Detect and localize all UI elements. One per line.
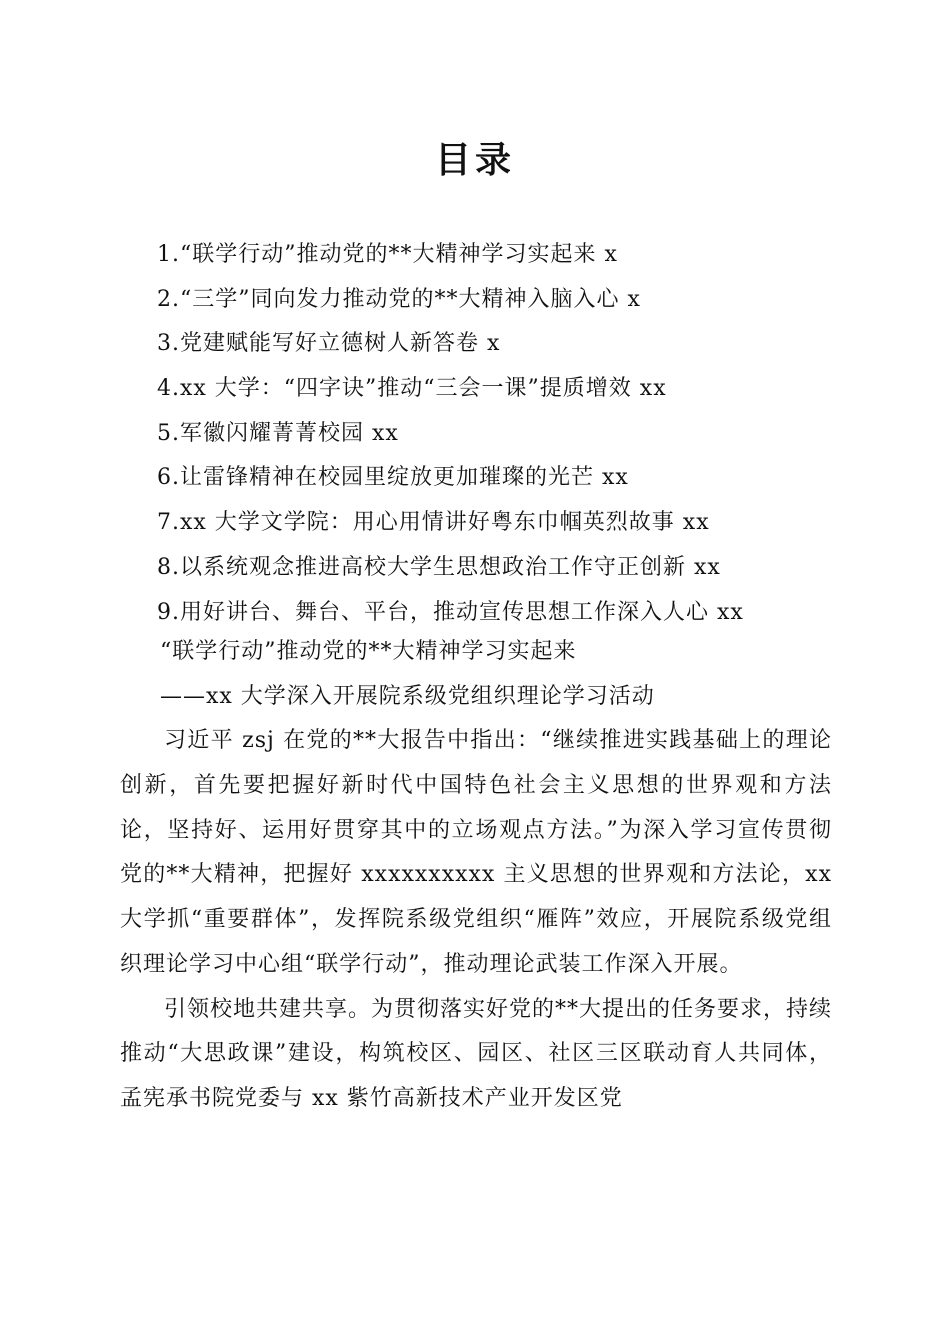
article-title: “联学行动”推动党的**大精神学习实起来	[160, 639, 577, 664]
toc-item: 9.用好讲台、舞台、平台，推动宣传思想工作深入人心 xx	[157, 599, 744, 625]
article-paragraph: 引领校地共建共享。为贯彻落实好党的**大提出的任务要求，持续推动“大思政课”建设，构筑校区、园区、社区三区联动育人共同体，孟宪承书院党委与 xx 紫竹高新技术产业开发区党	[120, 996, 833, 1111]
page-title: 目录	[434, 139, 515, 181]
toc-item: 3.党建赋能写好立德树人新答卷 x	[157, 331, 501, 357]
toc-item: 8.以系统观念推进高校大学生思想政治工作守正创新 xx	[157, 554, 721, 580]
article-subtitle: ——xx 大学深入开展院系级党组织理论学习活动	[160, 683, 655, 709]
toc-item: 4.xx 大学：“四字诀”推动“三会一课”提质增效 xx	[157, 376, 667, 402]
table-of-contents	[157, 233, 877, 635]
toc-item: 6.让雷锋精神在校园里绽放更加璀璨的光芒 xx	[157, 465, 629, 491]
article-paragraph: 习近平 zsj 在党的**大报告中指出：“继续推进实践基础上的理论创新，首先要把握好新时代中国特色社会主义思想的世界观和方法论，坚持好、运用好贯穿其中的立场观点方法。”为深入学习宣传贯彻党的**大精神，把握好 xxxxxxxxxx 主义思想的世界观和方法论，xx 大学抓“重要群体”，发挥院系级党组织“雁阵”效应，开展院系级党组织理论学习中心组“联学行动”，推动理论武装工作深入开展。	[120, 728, 832, 977]
article	[120, 630, 832, 1122]
toc-item: 7.xx 大学文学院：用心用情讲好粤东巾帼英烈故事 xx	[157, 510, 710, 536]
toc-item: 1.“联学行动”推动党的**大精神学习实起来 x	[157, 242, 618, 267]
toc-item: 5.军徽闪耀菁菁校园 xx	[157, 420, 399, 446]
toc-item: 2.“三学”同向发力推动党的**大精神入脑入心 x	[157, 286, 641, 312]
